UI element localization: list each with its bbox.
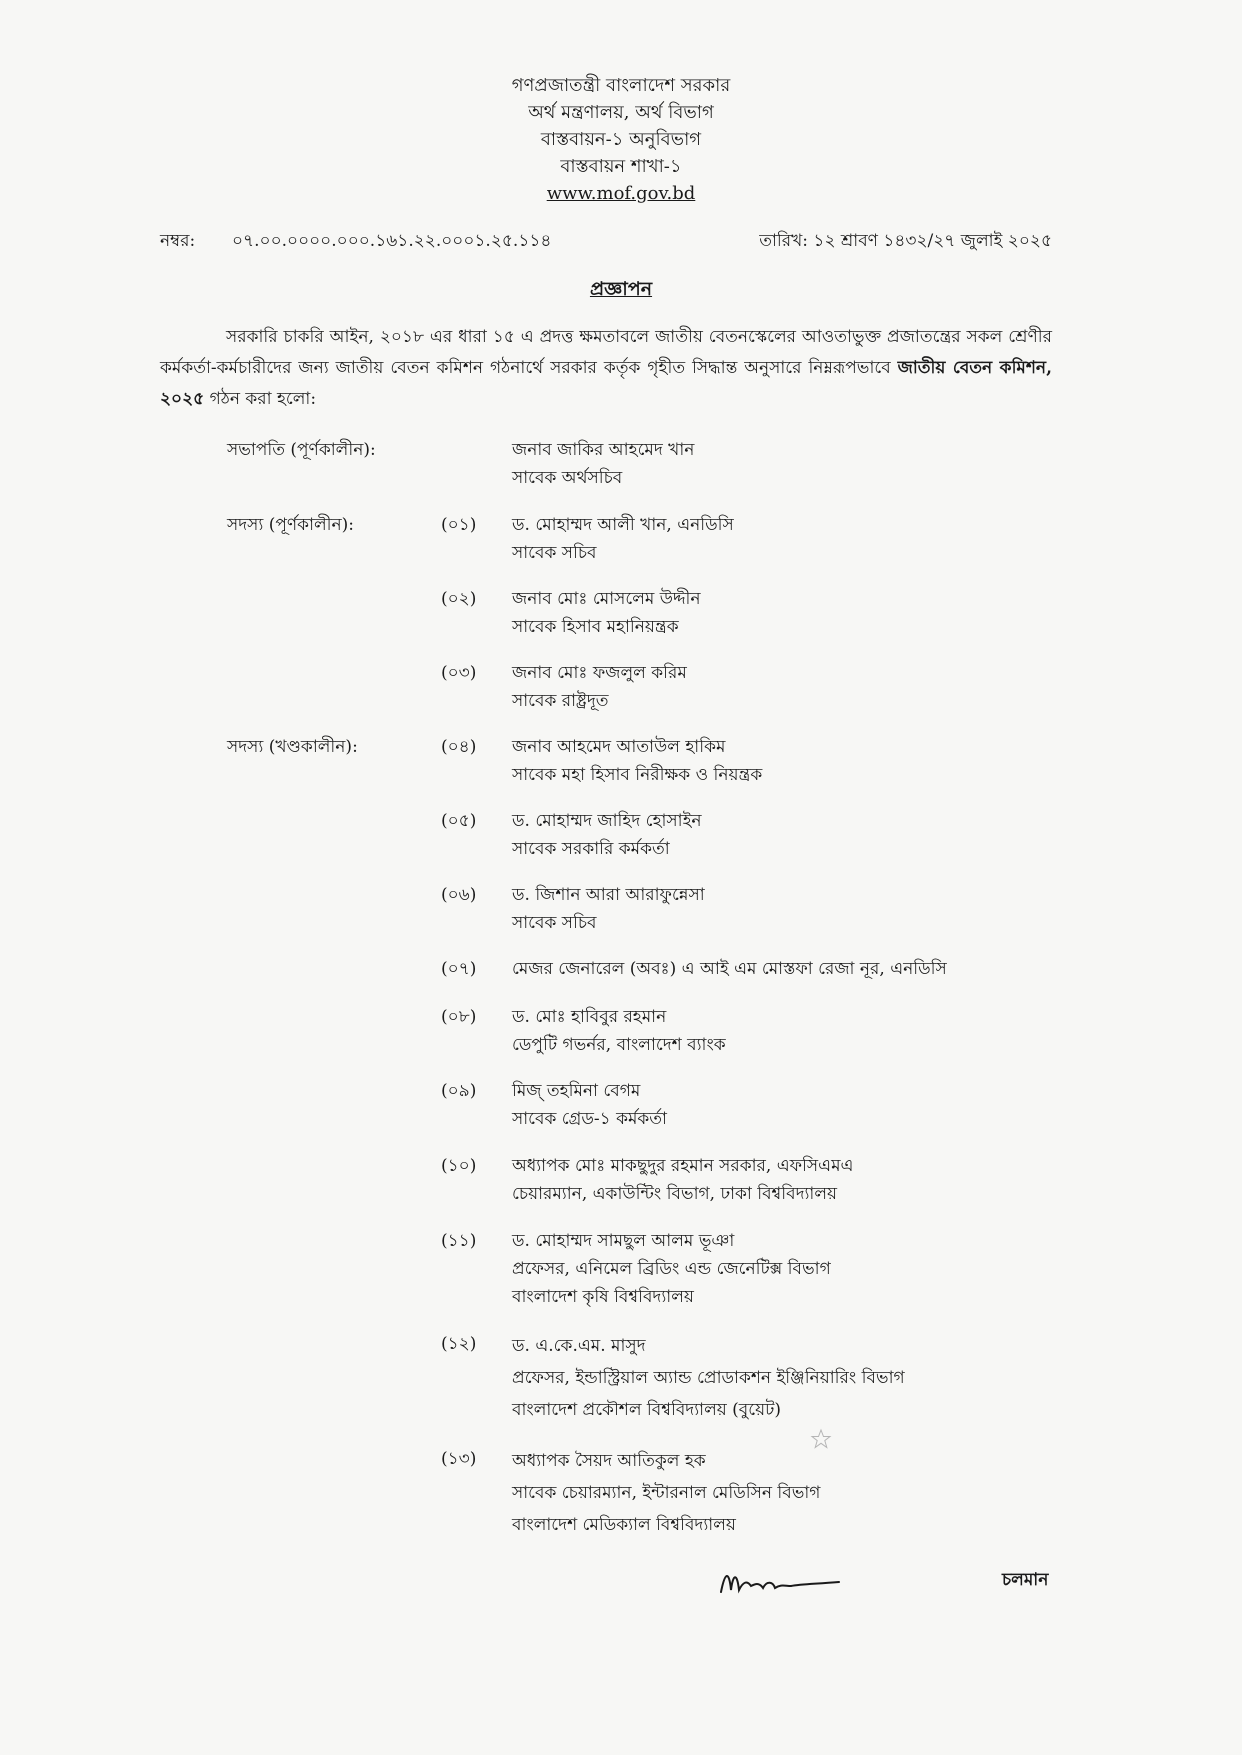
member-name: ড. মোঃ হাবিবুর রহমান [512,1007,667,1027]
member-institution: বাংলাদেশ মেডিক্যাল বিশ্ববিদ্যালয় [512,1515,736,1535]
member-number: (০৯) [441,1081,477,1101]
signature-icon [715,1562,845,1602]
member-number: (০৬) [441,885,477,905]
member-designation: সাবেক রাষ্ট্রদূত [512,691,609,711]
member-name: জনাব মোঃ মোসলেম উদ্দীন [512,589,701,609]
role-part-time: সদস্য (খণ্ডকালীন): [227,737,358,757]
intro-paragraph [160,322,1052,415]
member-designation: সাবেক সরকারি কর্মকর্তা [512,839,670,859]
member-name: ড. জিশান আরা আরাফুন্নেসা [512,885,705,905]
member-number: (১৩) [441,1449,477,1469]
member-number: (০২) [441,589,477,609]
intro-bold: জাতীয় বেতন কমিশন, ২০২৫ [160,358,1052,409]
role-chair: সভাপতি (পূর্ণকালীন): [227,440,376,460]
member-name: জনাব আহমেদ আতাউল হাকিম [512,737,726,757]
role-full-time: সদস্য (পূর্ণকালীন): [227,515,355,535]
member-name: মিজ্ তহমিনা বেগম [512,1081,641,1101]
letterhead [0,72,1242,207]
member-number: (০১) [441,515,477,535]
intro-tail: গঠন করা হলো: [209,389,317,409]
member-number: (০৭) [441,959,477,979]
member-designation: সাবেক সচিব [512,913,597,933]
member-designation: প্রফেসর, ইন্ডাস্ট্রিয়াল অ্যান্ড প্রোডাকশন ইঞ্জিনিয়ারিং বিভাগ [512,1368,905,1388]
member-name: ড. মোহাম্মদ জাহিদ হোসাইন [512,811,702,831]
intro-text: সরকারি চাকরি আইন, ২০১৮ এর ধারা ১৫ এ প্রদত্ত ক্ষমতাবলে জাতীয় বেতনস্কেলের আওতাভুক্ত প্রজাতন্ত্রের সকল শ্রেণীর কর্মকর্তা-কর্মচারীদের জন্য জাতীয় বেতন কমিশন গঠনার্থে সরকার কর্তৃক গৃহীত সিদ্ধান্ত অনুসারে নিম্নরূপভাবে [160,327,1052,378]
member-designation: সাবেক গ্রেড-১ কর্মকর্তা [512,1109,667,1129]
member-name: ড. এ.কে.এম. মাসুদ [512,1336,646,1356]
reference-label: নম্বর: [160,231,196,251]
branch-name: বাস্তবায়ন শাখা-১ [560,156,682,177]
member-designation: প্রফেসর, এনিমেল ব্রিডিং এন্ড জেনেটিক্স বিভাগ [512,1259,831,1279]
member-number: (১১) [441,1231,477,1251]
chair-name: জনাব জাকির আহমেদ খান [512,440,695,460]
member-number: (০৫) [441,811,477,831]
member-name: অধ্যাপক মোঃ মাকছুদুর রহমান সরকার, এফসিএমএ [512,1156,854,1176]
reference-number: ০৭.০০.০০০০.০০০.১৬১.২২.০০০১.২৫.১১৪ [232,231,552,251]
member-number: (১২) [441,1334,477,1354]
member-name: ড. মোহাম্মদ সামছুল আলম ভূঞা [512,1231,735,1251]
signature [715,1562,845,1602]
chair-designation: সাবেক অর্থসচিব [512,468,623,488]
notification-title: প্রজ্ঞাপন [589,278,653,300]
member-designation: সাবেক চেয়ারম্যান, ইন্টারনাল মেডিসিন বিভাগ [512,1483,821,1503]
member-designation: চেয়ারম্যান, একাউন্টিং বিভাগ, ঢাকা বিশ্ববিদ্যালয় [512,1184,838,1204]
member-designation: সাবেক মহা হিসাব নিরীক্ষক ও নিয়ন্ত্রক [512,765,763,785]
wing-name: বাস্তবায়ন-১ অনুবিভাগ [540,129,702,150]
continued-label: চলমান [1002,1570,1049,1590]
member-designation: সাবেক সচিব [512,543,597,563]
member-number: (০৩) [441,663,477,683]
member-designation: ডেপুটি গভর্নর, বাংলাদেশ ব্যাংক [512,1035,726,1055]
member-number: (০৪) [441,737,477,757]
issue-date: তারিখ: ১২ শ্রাবণ ১৪৩২/২৭ জুলাই ২০২৫ [759,231,1052,251]
member-institution: বাংলাদেশ কৃষি বিশ্ববিদ্যালয় [512,1287,694,1307]
member-name: জনাব মোঃ ফজলুল করিম [512,663,687,683]
member-number: (১০) [441,1156,477,1176]
website-link[interactable]: www.mof.gov.bd [546,183,696,204]
member-institution: বাংলাদেশ প্রকৌশল বিশ্ববিদ্যালয় (বুয়েট) [512,1400,782,1420]
star-mark-icon [810,1428,832,1450]
member-number: (০৮) [441,1007,477,1027]
ministry-name: অর্থ মন্ত্রণালয়, অর্থ বিভাগ [528,102,714,123]
member-name: মেজর জেনারেল (অবঃ) এ আই এম মোস্তফা রেজা নূর, এনডিসি [512,959,947,979]
govt-name: গণপ্রজাতন্ত্রী বাংলাদেশ সরকার [511,75,731,96]
member-designation: সাবেক হিসাব মহানিয়ন্ত্রক [512,617,679,637]
member-name: অধ্যাপক সৈয়দ আতিকুল হক [512,1451,706,1471]
member-name: ড. মোহাম্মদ আলী খান, এনডিসি [512,515,734,535]
